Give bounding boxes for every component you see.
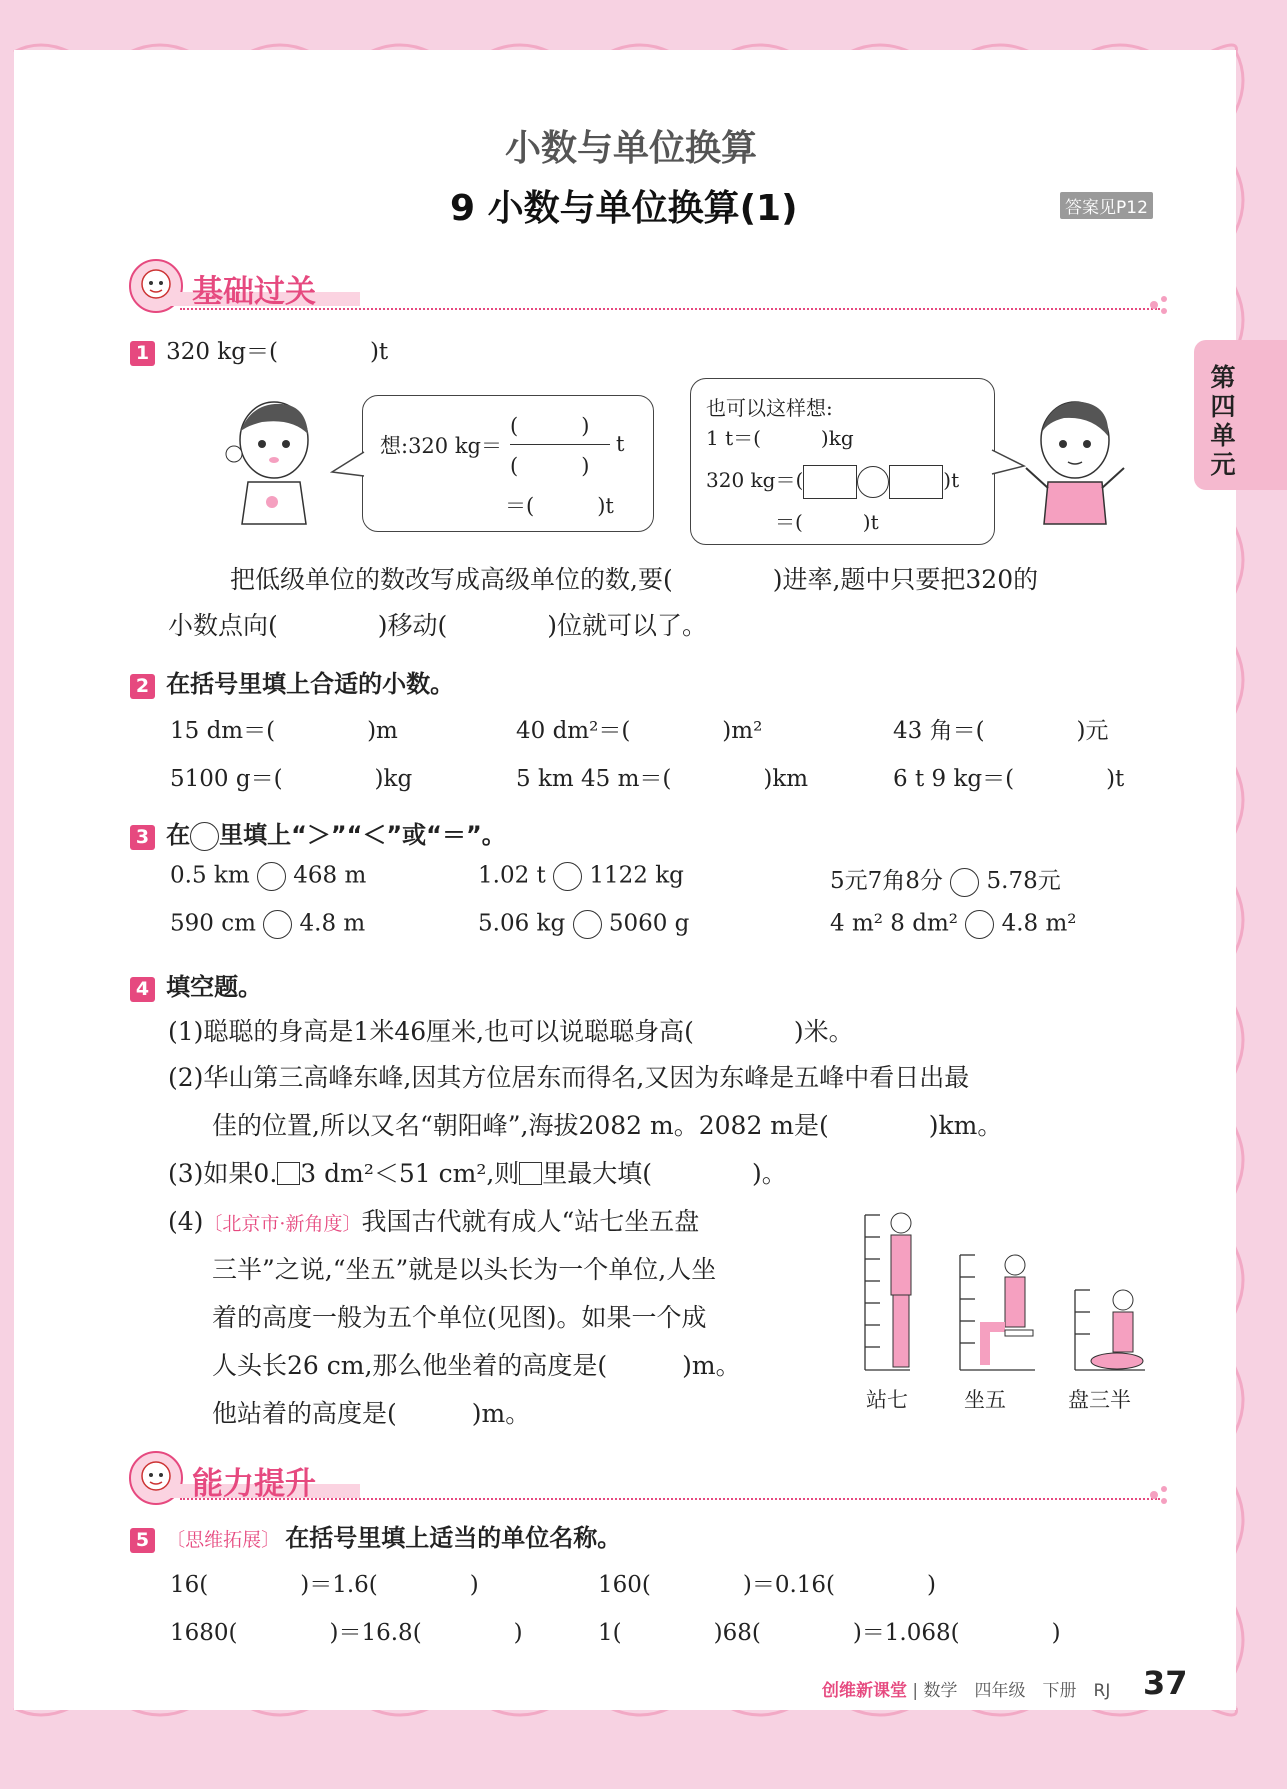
q4-part2-line1: (2)华山第三高峰东峰,因其方位居东而得名,又因为东峰是五峰中看日出最 <box>168 1063 970 1092</box>
q4-part3: (3)如果0. 3 dm²＜51 cm²,则 里最大填( )。 <box>168 1159 787 1188</box>
question-1 <box>130 333 388 366</box>
question-5-title: 在括号里填上适当的单位名称。 <box>285 1524 622 1552</box>
page-title: 小数与单位换算 <box>505 128 758 169</box>
footer-info: 数学 四年级 下册 RJ <box>923 1681 1111 1701</box>
region-tag: 〔北京市·新角度〕 <box>203 1213 362 1235</box>
compare-item: 590 cm 4.8 m <box>170 910 365 939</box>
q1-paragraph-line1: 把低级单位的数改写成高级单位的数,要( )进率,题中只要把320的 <box>230 565 1039 594</box>
compare-circle[interactable] <box>257 862 286 891</box>
question-4 <box>130 967 262 1002</box>
compare-item: 5.06 kg 5060 g <box>478 910 689 939</box>
blank-square <box>519 1162 542 1185</box>
bubble-right-line3: 320 kg＝( )t <box>706 464 959 499</box>
question-number: 4 <box>130 977 155 1002</box>
figure-label: 站七 <box>866 1388 908 1412</box>
lesson-title: 9 小数与单位换算(1) <box>450 188 798 229</box>
q1-paragraph-line2: 小数点向( )移动( )位就可以了。 <box>168 611 708 640</box>
bubble-tail <box>330 450 366 480</box>
q4-part4-line3: 着的高度一般为五个单位(见图)。如果一个成 <box>212 1303 707 1332</box>
question-number: 2 <box>130 674 155 699</box>
question-5 <box>130 1518 621 1553</box>
figure-label: 坐五 <box>964 1388 1006 1412</box>
question-1-text: 320 kg＝( )t <box>166 339 389 365</box>
dots-decoration-icon <box>1148 1483 1172 1507</box>
dots-decoration-icon <box>1148 293 1172 317</box>
compare-circle[interactable] <box>263 910 292 939</box>
q5-item: 1680( )＝16.8( ) <box>170 1620 523 1646</box>
footer-brand: 创维新课堂 <box>822 1681 907 1701</box>
fraction-denominator: ( ) <box>510 454 590 478</box>
q2-item: 6 t 9 kg＝( )t <box>893 766 1125 792</box>
question-3-title: 在 里填上“＞”“＜”或“＝”。 <box>166 821 506 849</box>
blank-box <box>889 465 943 499</box>
q2-item: 15 dm＝( )m <box>170 718 398 744</box>
compare-item: 5元7角8分 5.78元 <box>830 862 1061 897</box>
question-number: 3 <box>130 825 155 850</box>
compare-circle[interactable] <box>553 862 582 891</box>
q5-item: 160( )＝0.16( ) <box>598 1572 937 1598</box>
question-2 <box>130 664 454 699</box>
compare-circle[interactable] <box>573 910 602 939</box>
q2-item: 43 角＝( )元 <box>893 718 1109 744</box>
answer-reference: 答案见P12 <box>1060 192 1153 219</box>
q4-part4-line5: 他站着的高度是( )m。 <box>212 1399 531 1428</box>
q4-part4-line1: (4)〔北京市·新角度〕我国古代就有成人“站七坐五盘 <box>168 1207 700 1236</box>
boy-illustration-icon <box>1020 392 1130 532</box>
girl-illustration-icon <box>222 392 332 532</box>
page-number: 37 <box>1143 1664 1188 1702</box>
bubble-left-line2: ＝( )t <box>505 494 614 518</box>
section-basic-title: 基础过关 <box>192 274 316 310</box>
q4-part4-line2: 三半”之说,“坐五”就是以头长为一个单位,人坐 <box>212 1255 717 1284</box>
section-divider <box>180 1498 1160 1500</box>
section-divider <box>180 308 1160 310</box>
q5-item: 16( )＝1.6( ) <box>170 1572 479 1598</box>
compare-item: 4 m² 8 dm² 4.8 m² <box>830 910 1077 939</box>
q4-part1: (1)聪聪的身高是1米46厘米,也可以说聪聪身高( )米。 <box>168 1017 854 1046</box>
question-number: 1 <box>130 341 155 366</box>
circle-symbol <box>190 822 219 851</box>
q5-item: 1( )68( )＝1.068( ) <box>598 1620 1061 1646</box>
unit-side-label: 第四单元 <box>1210 363 1236 479</box>
blank-circle <box>857 466 889 498</box>
q2-item: 40 dm²＝( )m² <box>516 718 763 744</box>
figure-label: 盘三半 <box>1068 1388 1131 1412</box>
fraction-bar <box>510 444 610 445</box>
thinking-tag: 〔思维拓展〕 <box>166 1529 281 1551</box>
question-4-title: 填空题。 <box>166 973 263 1001</box>
compare-circle[interactable] <box>965 910 994 939</box>
question-3 <box>130 815 506 851</box>
compare-item: 0.5 km 468 m <box>170 862 366 891</box>
q2-item: 5 km 45 m＝( )km <box>516 766 809 792</box>
compare-circle[interactable] <box>950 868 979 897</box>
bubble-left-line1: 想:320 kg＝ <box>380 434 503 458</box>
compare-item: 1.02 t 1122 kg <box>478 862 684 891</box>
q4-part2-line2: 佳的位置,所以又名“朝阳峰”,海拔2082 m。2082 m是( )km。 <box>212 1111 1003 1140</box>
fraction-unit: t <box>616 432 625 456</box>
q4-part4-line4: 人头长26 cm,那么他坐着的高度是( )m。 <box>212 1351 741 1380</box>
question-2-title: 在括号里填上合适的小数。 <box>166 670 455 698</box>
question-number: 5 <box>130 1528 155 1553</box>
posture-figure <box>855 1205 1155 1375</box>
bubble-right-line2: 1 t＝( )kg <box>706 426 854 450</box>
fraction-numerator: ( ) <box>510 414 590 438</box>
footer: 创维新课堂 | 数学 四年级 下册 RJ <box>822 1681 1111 1701</box>
blank-box <box>803 465 857 499</box>
bubble-right-line4: ＝( )t <box>775 510 879 534</box>
q2-item: 5100 g＝( )kg <box>170 766 413 792</box>
bubble-right-line1: 也可以这样想: <box>706 396 833 420</box>
section-advanced-title: 能力提升 <box>192 1466 316 1502</box>
blank-square <box>277 1162 300 1185</box>
